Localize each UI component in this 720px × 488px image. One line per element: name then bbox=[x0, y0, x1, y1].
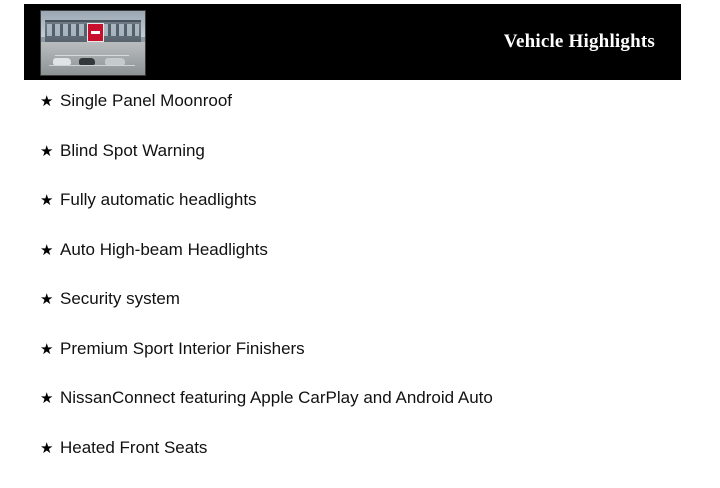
list-item bbox=[40, 142, 696, 192]
list-item-label: Premium Sport Interior Finishers bbox=[60, 340, 305, 357]
list-item bbox=[40, 92, 696, 142]
list-item bbox=[40, 191, 696, 241]
photo-parking-lot bbox=[41, 42, 145, 75]
header-bar bbox=[24, 4, 681, 80]
list-item-label: Auto High-beam Headlights bbox=[60, 241, 268, 258]
dealership-photo bbox=[40, 10, 146, 76]
list-item-label: Security system bbox=[60, 290, 180, 307]
photo-car bbox=[53, 58, 71, 65]
photo-lot-line bbox=[49, 65, 135, 66]
star-icon: ★ bbox=[40, 441, 60, 456]
brand-logo-icon bbox=[87, 23, 104, 42]
list-item bbox=[40, 439, 696, 488]
list-item bbox=[40, 290, 696, 340]
list-item-label: Blind Spot Warning bbox=[60, 142, 205, 159]
star-icon: ★ bbox=[40, 292, 60, 307]
star-icon: ★ bbox=[40, 391, 60, 406]
vehicle-highlights-list bbox=[40, 92, 696, 488]
star-icon: ★ bbox=[40, 243, 60, 258]
star-icon: ★ bbox=[40, 144, 60, 159]
list-item-label: Heated Front Seats bbox=[60, 439, 207, 456]
photo-lot-line bbox=[55, 55, 129, 56]
list-item bbox=[40, 389, 696, 439]
photo-car bbox=[79, 58, 95, 65]
list-item bbox=[40, 340, 696, 390]
star-icon: ★ bbox=[40, 193, 60, 208]
page-title: Vehicle Highlights bbox=[504, 31, 655, 53]
list-item-label: Fully automatic headlights bbox=[60, 191, 257, 208]
star-icon: ★ bbox=[40, 342, 60, 357]
list-item-label: NissanConnect featuring Apple CarPlay and Android Auto bbox=[60, 389, 493, 406]
photo-car bbox=[105, 58, 125, 65]
star-icon: ★ bbox=[40, 94, 60, 109]
list-item bbox=[40, 241, 696, 291]
list-item-label: Single Panel Moonroof bbox=[60, 92, 232, 109]
